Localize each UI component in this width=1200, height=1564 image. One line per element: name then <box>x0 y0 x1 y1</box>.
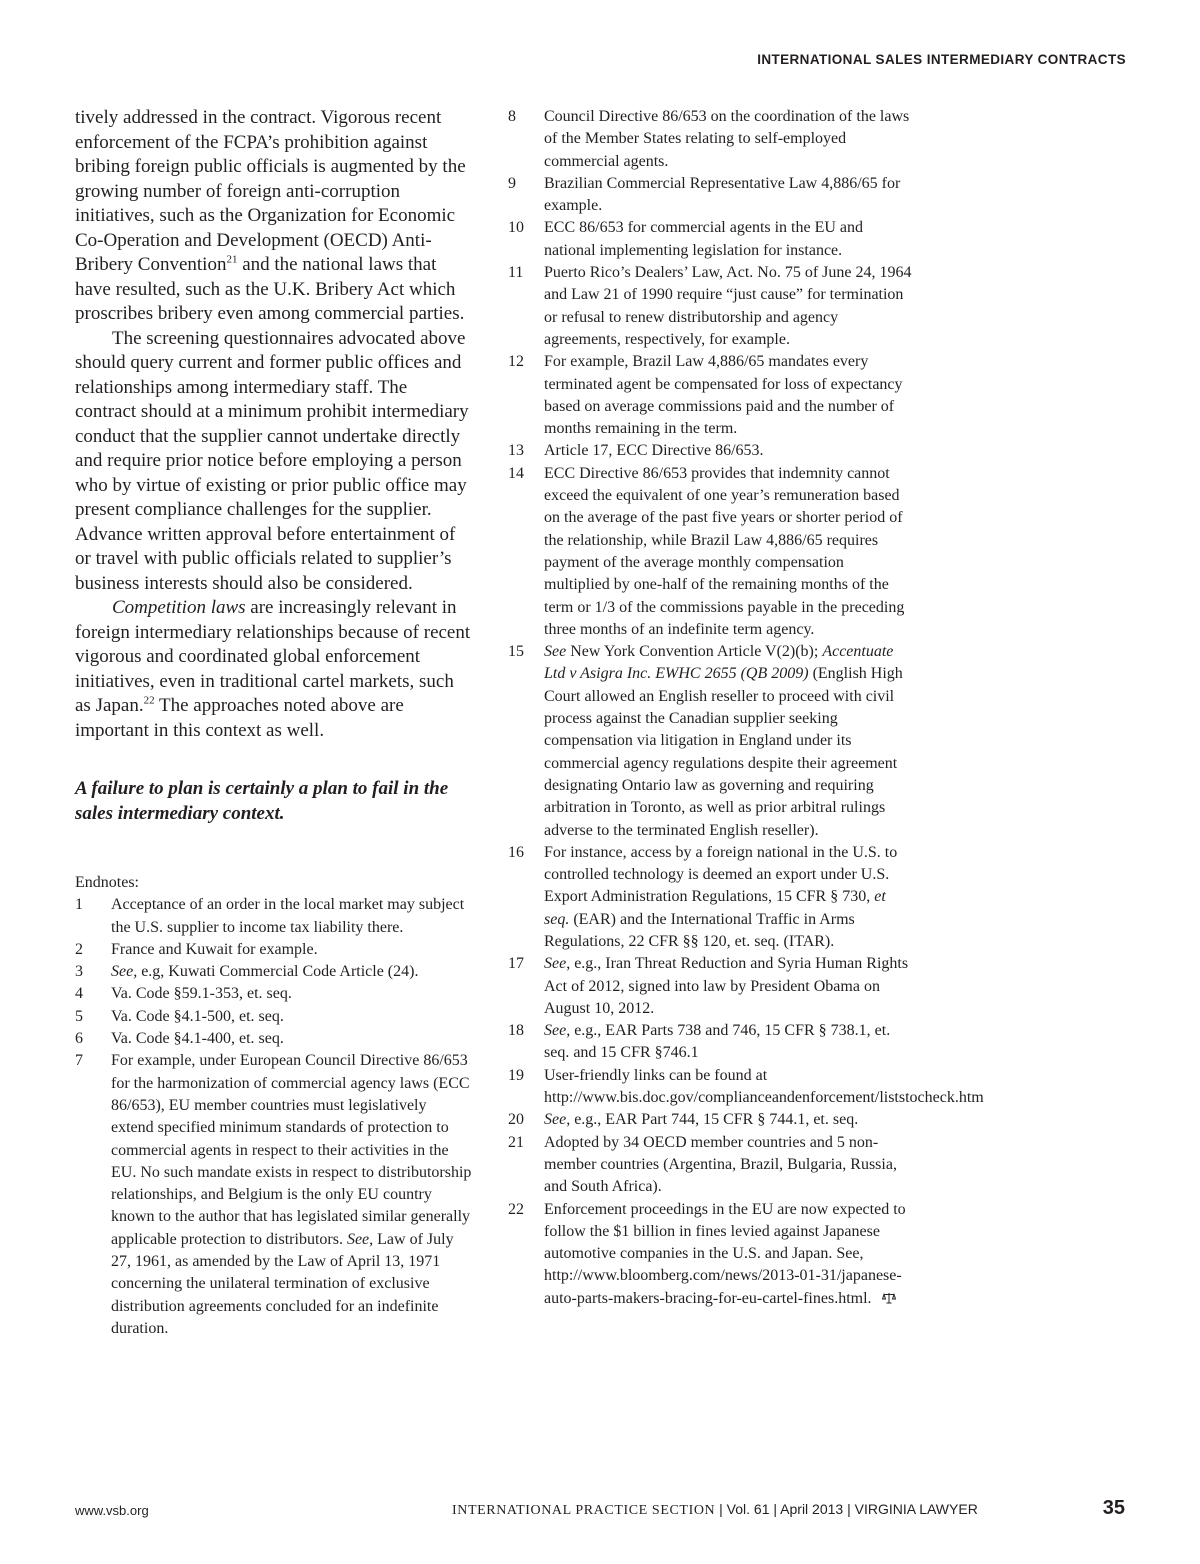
endnote-item: 17 See, e.g., Iran Threat Reduction and Syria Human Rights Act of 2012, signed into law by President Obama on August 10, 2012. <box>508 955 909 1017</box>
right-column <box>508 106 984 1310</box>
endnotes-list <box>75 894 473 1340</box>
footer-publication: INTERNATIONAL PRACTICE SECTION | Vol. 61 | April 2013 | VIRGINIA LAWYER <box>452 1501 978 1518</box>
endnote-item: 9 Brazilian Commercial Representative Law 4,886/65 for example. <box>508 174 901 215</box>
endnote-item: 1 Acceptance of an order in the local market may subject the U.S. supplier to income tax liability there. <box>75 896 465 936</box>
endnote-item: 8 Council Directive 86/653 on the coordination of the laws of the Member States relating to self-employed commercial agents. <box>508 108 910 170</box>
endnote-item: 14 ECC Directive 86/653 provides that indemnity cannot exceed the equivalent of one year’s remuneration based on the average of the past five years or shorter period of the relationship, while Brazil Law 4,886/65 requires payment of the average monthly compensation multiplied by one-half of the remaining months of the term or 1/3 of the commissions payable in the preceding three months of an indefinite term agency. <box>508 464 905 638</box>
endnote-item: 12 For example, Brazil Law 4,886/65 mandates every terminated agent be compensated for loss of expectancy based on average commissions paid and the number of months remaining in the term. <box>508 353 903 438</box>
endnote-item: 16 For instance, access by a foreign national in the U.S. to controlled technology is deemed an export under U.S. Export Administration Regulations, 15 CFR § 730, et seq. (EAR) and the International Traffic in Arms Regulations, 22 CFR §§ 120, et. seq. (ITAR). <box>508 843 898 950</box>
endnote-item: 20 See, e.g., EAR Part 744, 15 CFR § 744.1, et. seq. <box>508 1111 859 1129</box>
endnote-item: 7 For example, under European Council Directive 86/653 for the harmonization of commercial agency laws (ECC 86/653), EU member countries must legislatively extend specified minimum standards of protection to commercial agents in respect to their activities in the EU. No such mandate exists in respect to distributorship relationships, and Belgium is the only EU country known to the author that has legislated similar generally applicable protection to distributors. See, Law of July 27, 1961, as amended by the Law of April 13, 1971 concerning the unilateral termination of exclusive distribution agreements concluded for an indefinite duration. <box>75 1052 472 1337</box>
endnote-item: 11 Puerto Rico’s Dealers’ Law, Act. No. 75 of June 24, 1964 and Law 21 of 1990 require “just cause” for termination or refusal to renew distributorship and agency agreements, respectively, for example. <box>508 264 912 348</box>
endnote-item: 10 ECC 86/653 for commercial agents in the EU and national implementing legislation for instance. <box>508 219 864 259</box>
endnotes-list-continued <box>508 106 984 1310</box>
body-paragraph: The screening questionnaires advocated above should query current and former public offices and relationships among intermediary staff. The contract should at a minimum prohibit intermediary conduct that the supplier cannot undertake directly and require prior notice before employing a person who by virtue of existing or prior public office may present compliance challenges for the supplier. Advance written approval before entertainment of or travel with public officials related to supplier’s business interests should also be considered. <box>75 327 469 594</box>
endnote-item: 5 Va. Code §4.1-500, et. seq. <box>75 1007 284 1025</box>
endnote-item: 19 User-friendly links can be found at http://www.bis.doc.gov/complianceandenforcement/liststocheck.htm <box>508 1066 984 1107</box>
endnote-item: 18 See, e.g., EAR Parts 738 and 746, 15 CFR § 738.1, et. seq. and 15 CFR §746.1 <box>508 1022 891 1062</box>
article-body <box>75 106 473 743</box>
endnote-item: 21 Adopted by 34 OECD member countries and 5 non-member countries (Argentina, Brazil, Bulgaria, Russia, and South Africa). <box>508 1133 897 1196</box>
endnote-item: 13 Article 17, ECC Directive 86/653. <box>508 442 764 460</box>
left-column <box>75 106 473 1340</box>
endnote-item: 15 See New York Convention Article V(2)(b); Accentuate Ltd v Asigra Inc. EWHC 2655 (QB 2009) (English High Court allowed an English reseller to proceed with civil process against the Canadian supplier seeking compensation via litigation in England under its commercial agency regulations despite their agreement designating Ontario law as governing and requiring arbitration in Toronto, as well as prior arbitral rulings adverse to the terminated English reseller). <box>508 643 903 839</box>
page-number: 35 <box>1102 1497 1125 1519</box>
body-paragraph: tively addressed in the contract. Vigorous recent enforcement of the FCPA’s prohibition against bribing foreign public officials is augmented by the growing number of foreign anti-corruption initiatives, such as the Organization for Economic Co-Operation and Development (OECD) Anti-Bribery Convention$^{21}$ and the national laws that have resulted, such as the U.K. Bribery Act which proscribes bribery even among commercial parties. <box>75 107 466 324</box>
endnote-ref: 21 <box>226 253 238 266</box>
endnote-item: 6 Va. Code §4.1-400, et. seq. <box>75 1030 284 1048</box>
endnote-item: 22 Enforcement proceedings in the EU are now expected to follow the $1 billion in fines levied against Japanese automotive companies in the U.S. and Japan. See, http://www.bloomberg.com/news/2013-01-31/japanese-auto-parts-makers-bracing-for-eu-cartel-fines.html. <box>508 1200 906 1307</box>
endnote-ref: 22 <box>143 694 155 707</box>
body-paragraph: Competition laws are increasingly relevant in foreign intermediary relationships because of recent vigorous and coordinated global enforcement initiatives, even in traditional cartel markets, such as Japan.$^{22}$ The approaches noted above are important in this context as well. <box>75 597 471 741</box>
endnotes-heading: Endnotes: <box>75 874 139 891</box>
footer-magazine: VIRGINIA LAWYER <box>854 1501 978 1517</box>
footer-section: INTERNATIONAL PRACTICE SECTION <box>452 1503 716 1518</box>
pull-quote: A failure to plan is certainly a plan to fail in the sales intermediary context. <box>75 778 449 824</box>
endnote-item: 2 France and Kuwait for example. <box>75 940 318 958</box>
endnote-item: 4 Va. Code §59.1-353, et. seq. <box>75 985 292 1003</box>
scales-of-justice-icon <box>882 1292 896 1304</box>
running-header: INTERNATIONAL SALES INTERMEDIARY CONTRACTS <box>757 52 1126 67</box>
footer-url[interactable]: www.vsb.org <box>75 1503 149 1518</box>
endnote-item: 3 See, e.g, Kuwati Commercial Code Article (24). <box>75 963 419 981</box>
footer-volume: Vol. 61 <box>726 1501 770 1517</box>
footer-date: April 2013 <box>780 1501 844 1517</box>
